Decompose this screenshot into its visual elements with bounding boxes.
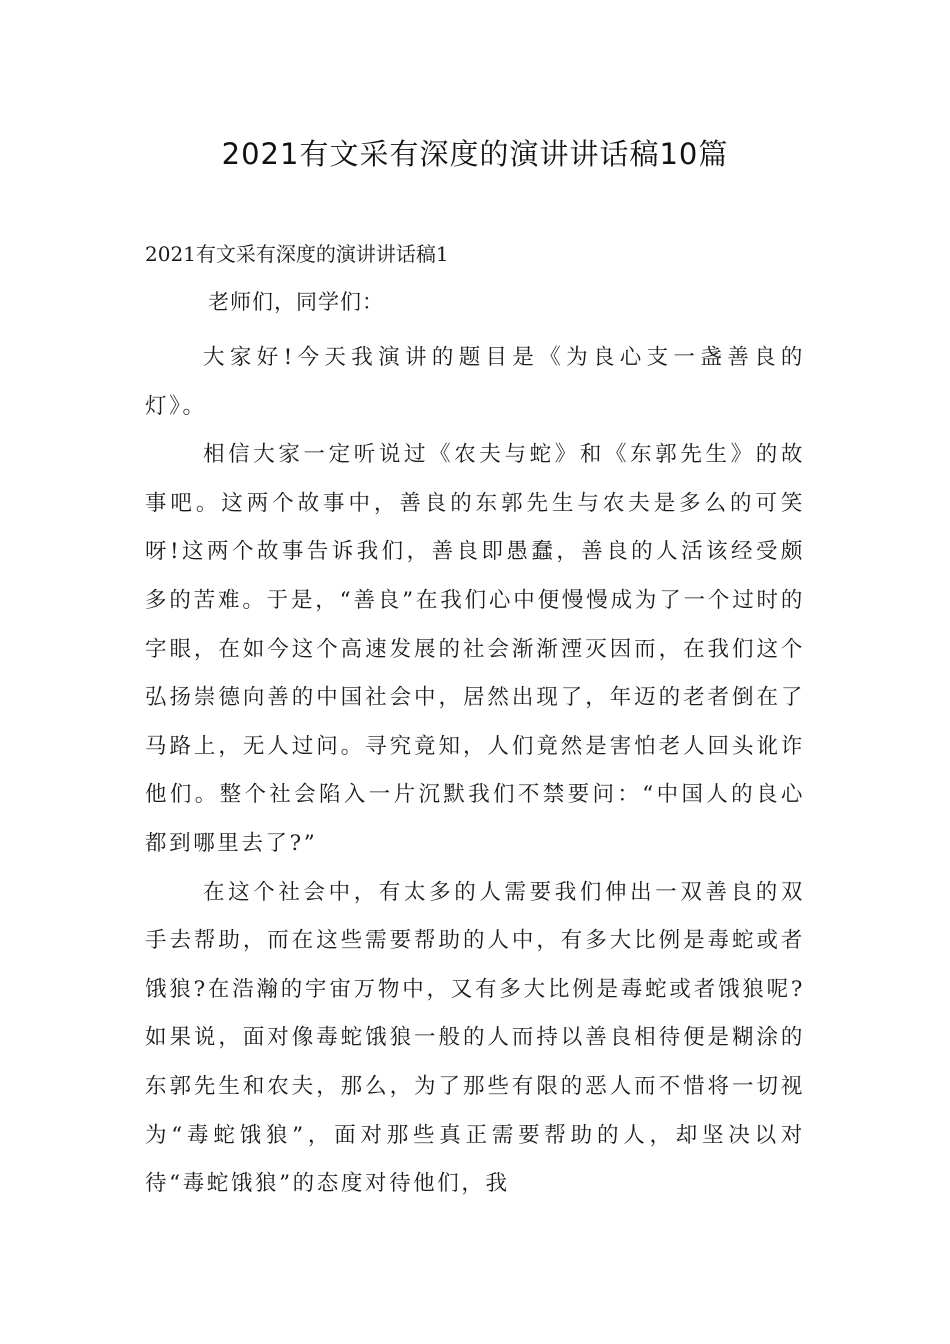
paragraph-story: 相信大家一定听说过《农夫与蛇》和《东郭先生》的故事吧。这两个故事中，善良的东郭先生与农夫是多么的可笑呀!这两个故事告诉我们，善良即愚蠢，善良的人活该经受颇多的苦难。于是，“善良”在我们心中便慢慢成为了一个过时的字眼，在如今这个高速发展的社会渐渐湮灭因而，在我们这个弘扬崇德向善的中国社会中，居然出现了，年迈的老者倒在了马路上，无人过问。寻究竟知，人们竟然是害怕老人回头讹诈他们。整个社会陷入一片沉默我们不禁要问：“中国人的良心都到哪里去了?” [145,442,805,856]
document-title: 2021有文采有深度的演讲讲话稿10篇 [221,137,729,171]
document-body [145,334,805,1209]
paragraph-intro: 大家好!今天我演讲的题目是《为良心支一盏善良的灯》。 [145,345,805,419]
paragraph-reflection: 在这个社会中，有太多的人需要我们伸出一双善良的双手去帮助，而在这些需要帮助的人中，有多大比例是毒蛇或者饿狼?在浩瀚的宇宙万物中，又有多大比例是毒蛇或者饿狼呢?如果说，面对像毒蛇饿狼一般的人而持以善良相待便是糊涂的东郭先生和农夫，那么，为了那些有限的恶人而不惜将一切视为“毒蛇饿狼”，面对那些真正需要帮助的人，却坚决以对待“毒蛇饿狼”的态度对待他们，我 [145,879,805,1197]
section-heading: 2021有文采有深度的演讲讲话稿1 [145,242,449,266]
greeting-line: 老师们，同学们： [208,290,384,314]
